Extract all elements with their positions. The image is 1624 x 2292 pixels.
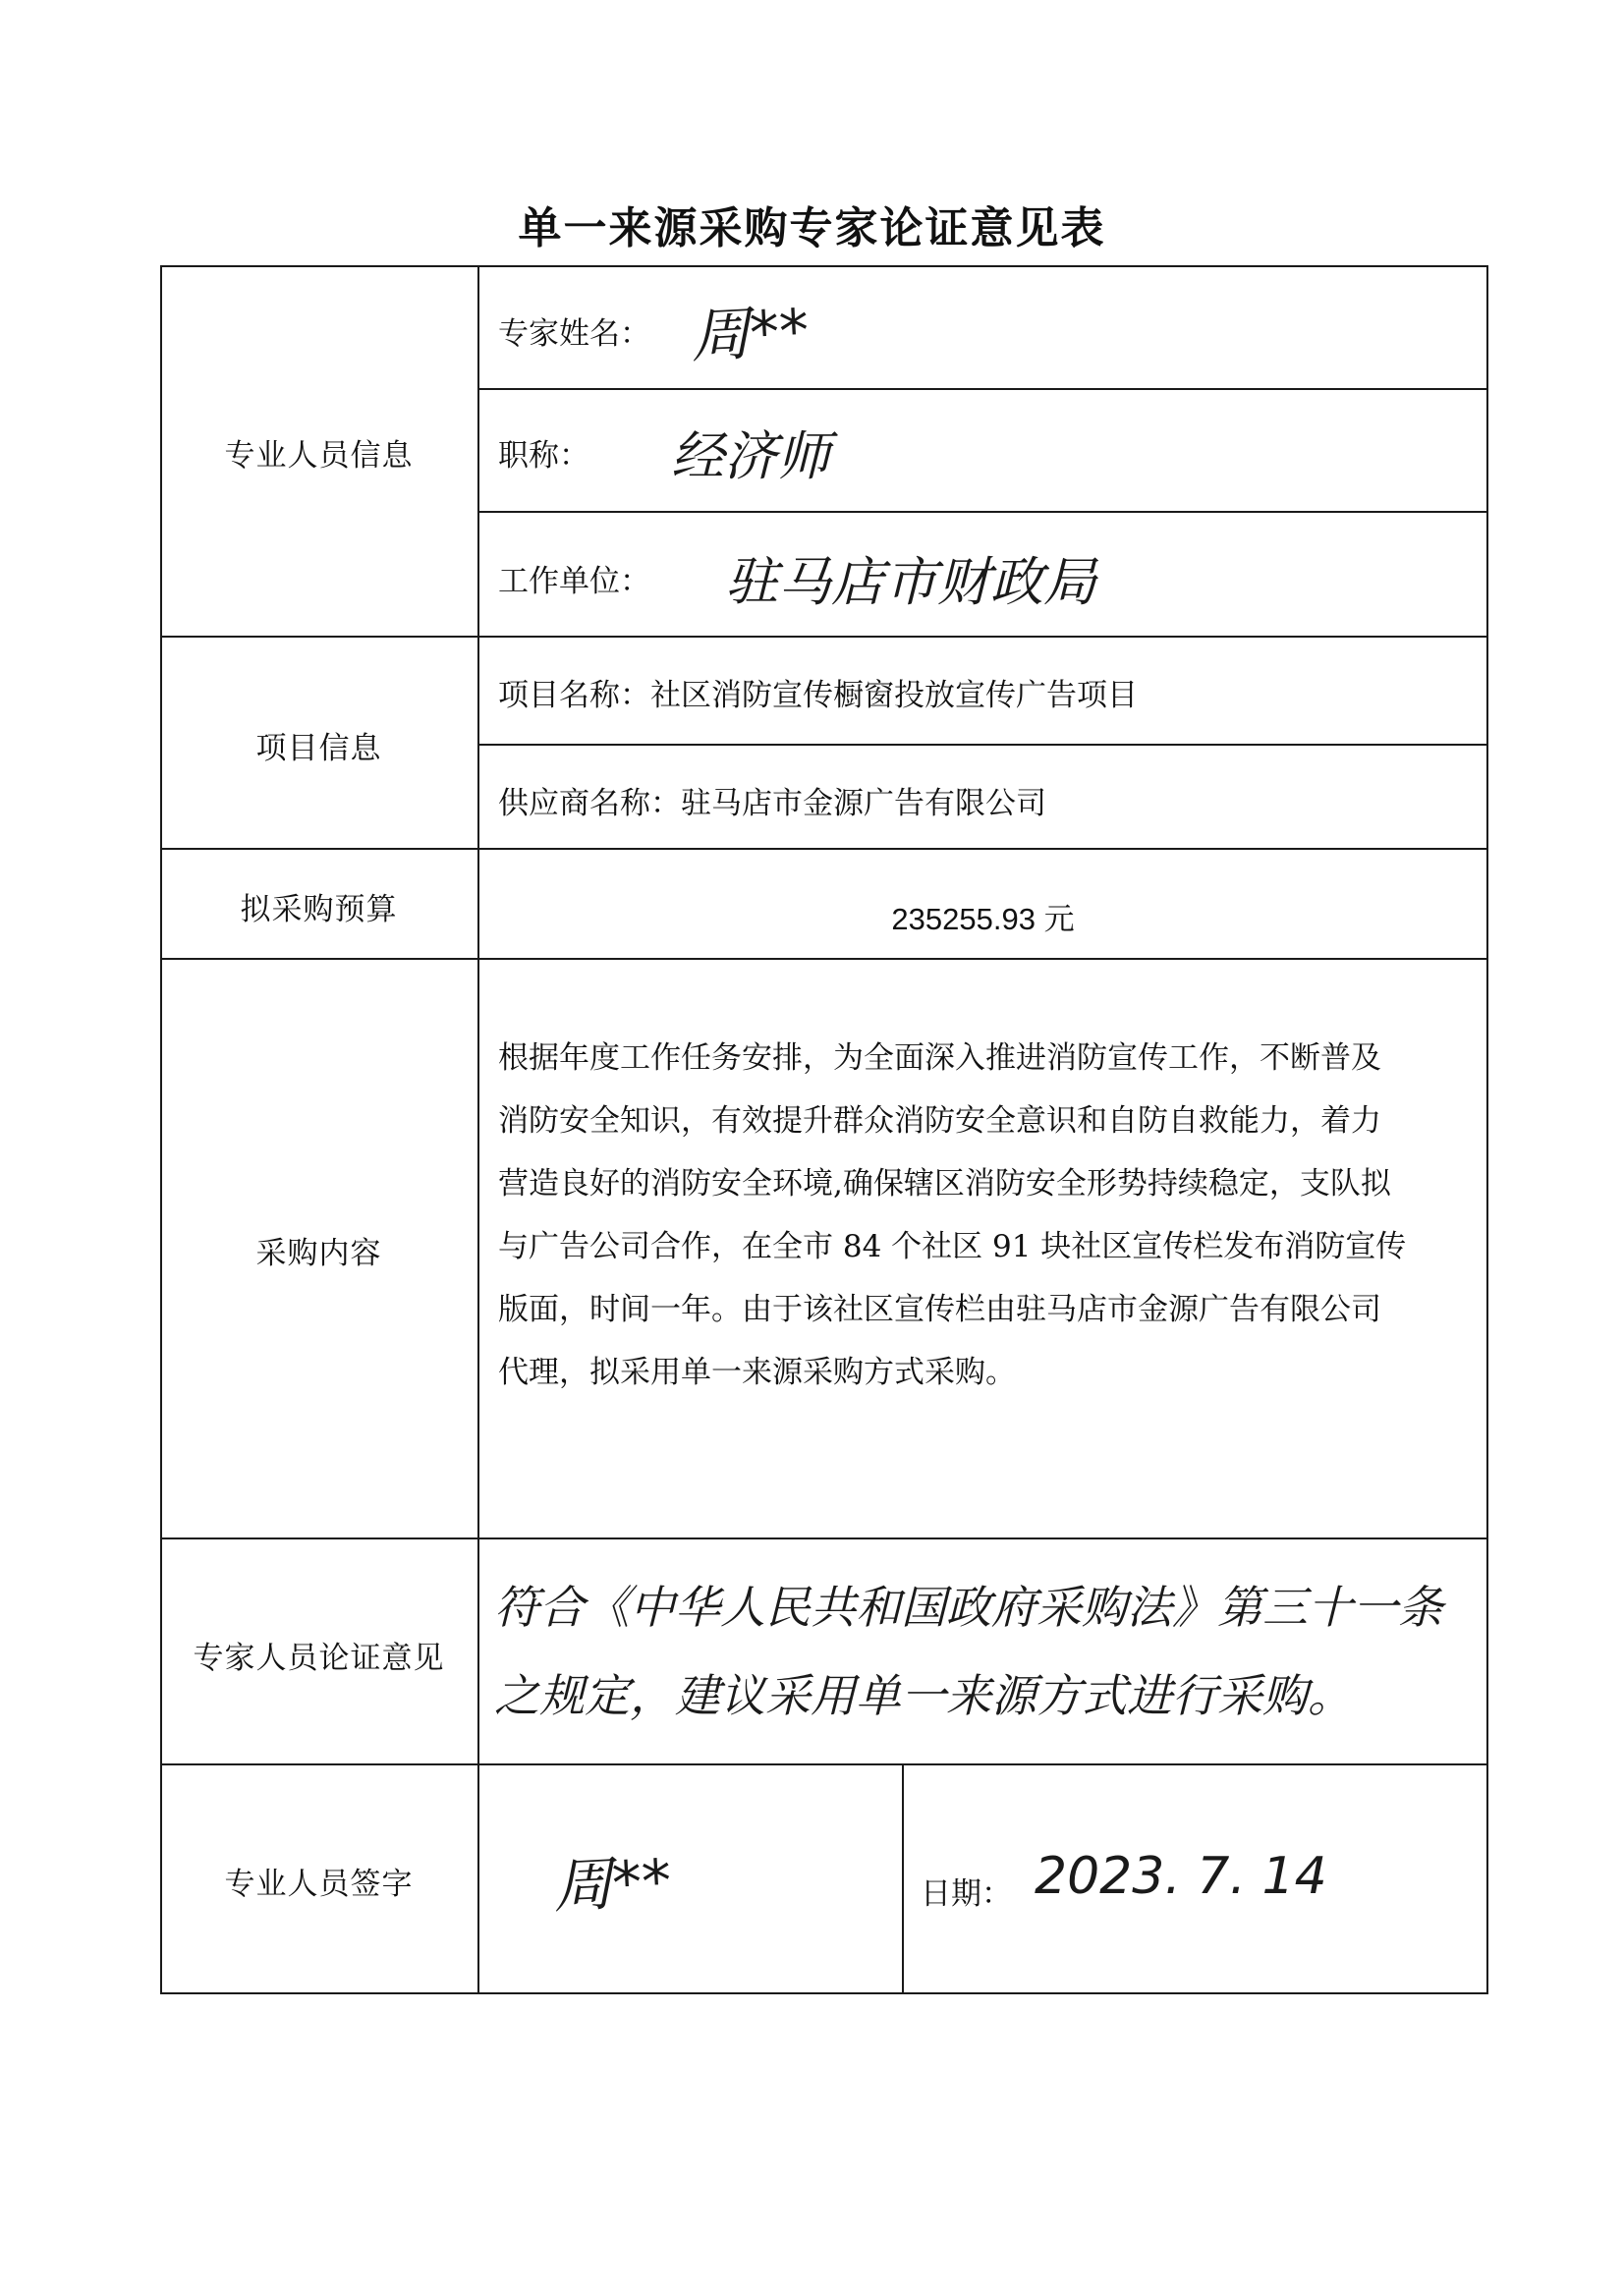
table-border-right [1486,265,1488,1994]
expert-name-label: 专家姓名： [498,316,650,352]
expert-title-handwriting: 经济师 [671,425,830,487]
content-paragraph [498,1027,1479,1404]
label-column-divider [477,265,479,1994]
page-title: 单一来源采购专家论证意见表 [518,203,1106,253]
subrow-divider [477,744,1488,746]
project-info-label: 项目信息 [255,731,382,766]
content-line: 根据年度工作任务安排，为全面深入推进消防宣传工作，不断普及 [498,1040,1381,1076]
table-border-left [160,265,162,1994]
row-divider [160,958,1488,960]
opinion-handwriting-line-2: 之规定，建议采用单一来源方式进行采购。 [494,1669,1353,1722]
expert-info-label: 专业人员信息 [224,438,414,474]
row-divider [160,1537,1488,1539]
supplier-name: 供应商名称：驻马店市金源广告有限公司 [498,786,1046,821]
content-line: 消防安全知识，有效提升群众消防安全意识和自防自救能力，着力 [498,1103,1381,1139]
row-divider [160,848,1488,850]
table-border-top [160,265,1488,267]
content-line: 营造良好的消防安全环境,确保辖区消防安全形势持续稳定，支队拟 [498,1166,1391,1202]
content-line: 与广告公司合作，在全市 84 个社区 91 块社区宣传栏发布消防宣传 [498,1229,1407,1264]
signature-handwriting: 周** [551,1846,674,1923]
subrow-divider [477,511,1488,513]
opinion-handwriting-line-1: 符合《中华人民共和国政府采购法》第三十一条 [494,1581,1443,1634]
budget-value: 235255.93 元 [891,902,1075,936]
work-unit-handwriting: 驻马店市财政局 [725,551,1096,613]
table-border-bottom [160,1992,1488,1994]
subrow-divider [477,388,1488,390]
opinion-label: 专家人员论证意见 [193,1641,445,1676]
row-divider [160,1763,1488,1765]
expert-name-handwriting: 周** [689,296,812,372]
row-divider [160,636,1488,638]
work-unit-label: 工作单位： [498,564,650,599]
content-line: 版面，时间一年。由于该社区宣传栏由驻马店市金源广告有限公司 [498,1292,1381,1327]
project-name: 项目名称：社区消防宣传橱窗投放宣传广告项目 [498,678,1138,713]
budget-label: 拟采购预算 [240,892,398,927]
content-label: 采购内容 [255,1236,382,1271]
date-label: 日期： [921,1876,1012,1912]
signature-date-divider [902,1763,904,1994]
content-line: 代理，拟采用单一来源采购方式采购。 [498,1355,1016,1390]
signature-label: 专业人员签字 [224,1867,414,1902]
date-handwriting: 2023. 7. 14 [1035,1847,1327,1906]
expert-title-label: 职称： [498,438,589,474]
